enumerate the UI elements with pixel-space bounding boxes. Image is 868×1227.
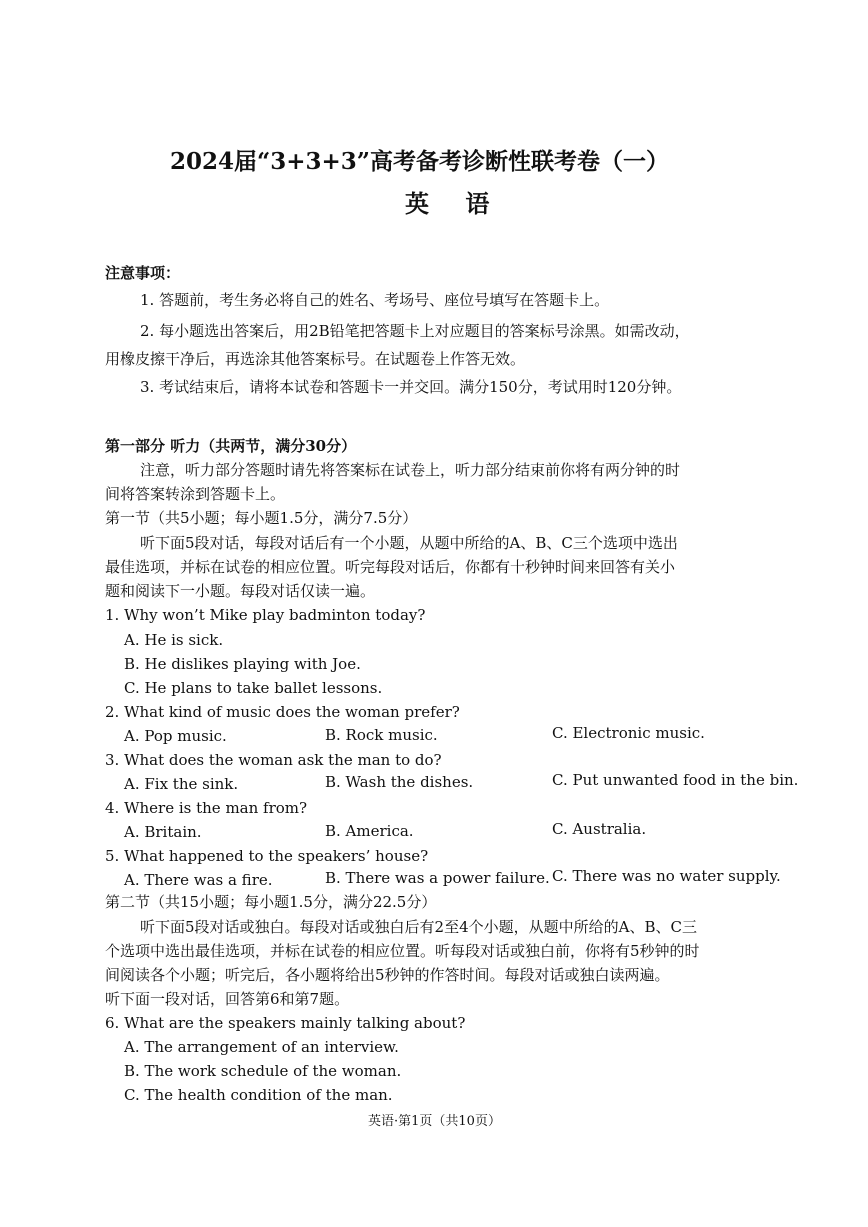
- question-3-stem: 3. What does the woman ask the man to do?: [105, 751, 442, 769]
- subject-title: 英 语: [405, 189, 504, 218]
- section2-instr-line1: 听下面5段对话或独白。每段对话或独白后有2至4个小题，从题中所给的A、B、C三: [140, 918, 697, 936]
- question-5-option-b: B. There was a power failure.: [325, 869, 550, 887]
- notice-item-2-line1: 2. 每小题选出答案后，用2B铅笔把答题卡上对应题目的答案标号涂黑。如需改动，: [140, 322, 690, 340]
- section1-instr-line3: 题和阅读下一小题。每段对话仅读一遍。: [105, 582, 376, 600]
- question-4-option-b: B. America.: [325, 822, 414, 840]
- section2-instr-line3: 间阅读各个小题；听完后，各小题将给出5秒钟的作答时间。每段对话或独白读两遍。: [105, 966, 670, 984]
- question-2-option-b: B. Rock music.: [325, 726, 438, 744]
- page-footer: 英语·第1页（共10页）: [368, 1114, 501, 1129]
- question-3-option-b: B. Wash the dishes.: [325, 773, 474, 791]
- question-6-option-b: B. The work schedule of the woman.: [124, 1062, 402, 1080]
- question-6-option-c: C. The health condition of the man.: [124, 1086, 393, 1104]
- question-1-stem: 1. Why won’t Mike play badminton today?: [105, 606, 426, 624]
- notice-item-1: 1. 答题前，考生务必将自己的姓名、考场号、座位号填写在答题卡上。: [140, 291, 610, 309]
- question-6-stem: 6. What are the speakers mainly talking about?: [105, 1014, 466, 1032]
- question-1-option-b: B. He dislikes playing with Joe.: [124, 655, 361, 673]
- part1-heading: 第一部分 听力（共两节，满分30分）: [105, 437, 357, 455]
- question-4-stem: 4. Where is the man from?: [105, 799, 308, 817]
- question-4-option-a: A. Britain.: [124, 823, 202, 841]
- notice-item-2-line2: 用橡皮擦干净后，再选涂其他答案标号。在试题卷上作答无效。: [105, 350, 526, 368]
- notice-item-3: 3. 考试结束后，请将本试卷和答题卡一并交回。满分150分，考试用时120分钟。: [140, 378, 682, 396]
- question-5-option-a: A. There was a fire.: [124, 871, 273, 889]
- question-4-option-c: C. Australia.: [552, 820, 647, 838]
- dialog-intro: 听下面一段对话，回答第6和第7题。: [105, 990, 350, 1008]
- section1-instr-line2: 最佳选项，并标在试卷的相应位置。听完每段对话后，你都有十秒钟时间来回答有关小: [105, 558, 676, 576]
- question-5-option-c: C. There was no water supply.: [552, 867, 781, 885]
- section2-heading: 第二节（共15小题；每小题1.5分，满分22.5分）: [105, 893, 437, 911]
- exam-title: 2024届“3+3+3”高考备考诊断性联考卷（一）: [170, 148, 670, 175]
- question-2-stem: 2. What kind of music does the woman prefer?: [105, 703, 460, 721]
- question-3-option-c: C. Put unwanted food in the bin.: [552, 771, 799, 789]
- section1-instr-line1: 听下面5段对话，每段对话后有一个小题，从题中所给的A、B、C三个选项中选出: [140, 534, 678, 552]
- part1-intro-line1: 注意，听力部分答题时请先将答案标在试卷上，听力部分结束前你将有两分钟的时: [140, 461, 681, 479]
- question-1-option-c: C. He plans to take ballet lessons.: [124, 679, 383, 697]
- question-1-option-a: A. He is sick.: [124, 631, 224, 649]
- question-6-option-a: A. The arrangement of an interview.: [124, 1038, 399, 1056]
- notice-heading: 注意事项：: [105, 264, 181, 282]
- question-3-option-a: A. Fix the sink.: [124, 775, 239, 793]
- question-5-stem: 5. What happened to the speakers’ house?: [105, 847, 429, 865]
- question-2-option-a: A. Pop music.: [124, 727, 227, 745]
- section2-instr-line2: 个选项中选出最佳选项，并标在试卷的相应位置。听每段对话或独白前，你将有5秒钟的时: [105, 942, 700, 960]
- question-2-option-c: C. Electronic music.: [552, 724, 705, 742]
- part1-intro-line2: 间将答案转涂到答题卡上。: [105, 485, 286, 503]
- section1-heading: 第一节（共5小题；每小题1.5分，满分7.5分）: [105, 509, 418, 527]
